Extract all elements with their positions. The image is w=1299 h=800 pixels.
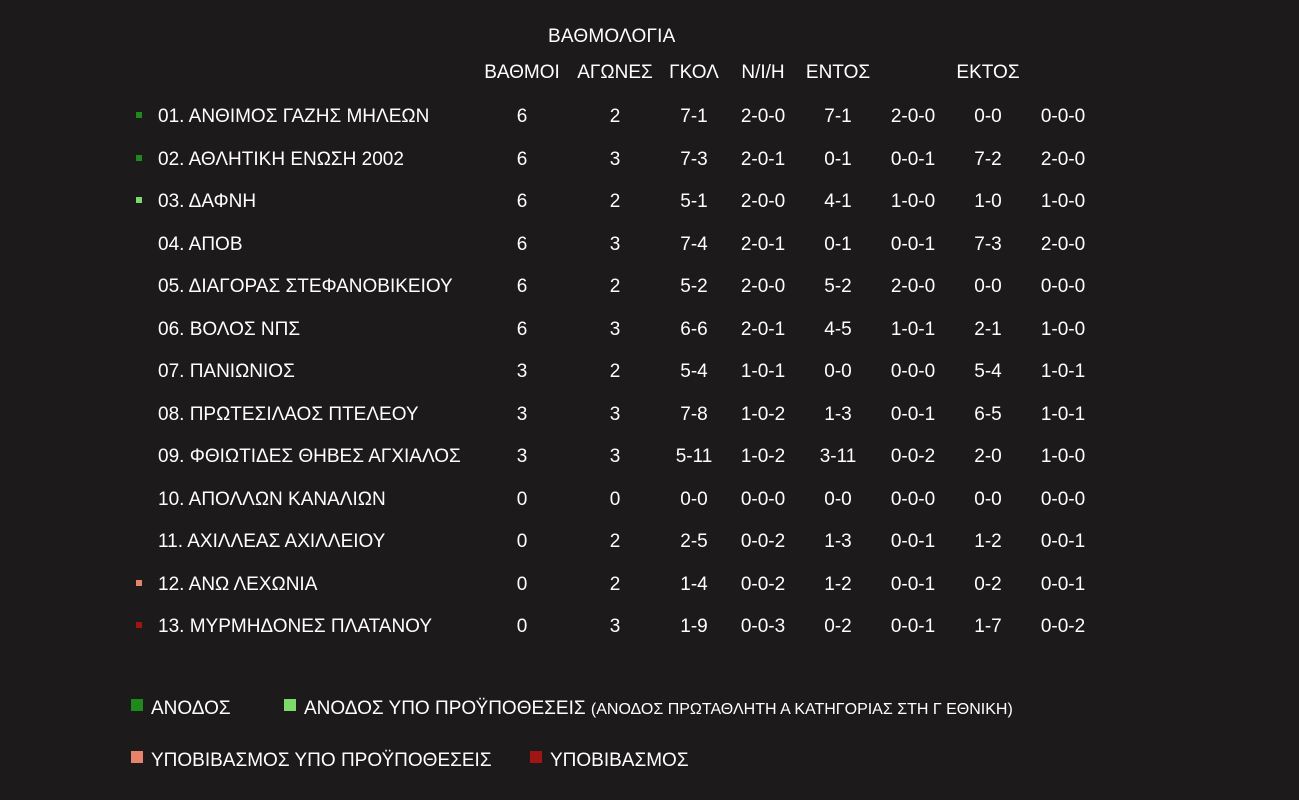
away-goals-cell: 0-0 <box>974 106 1002 127</box>
table-row <box>0 442 1299 472</box>
points-cell: 6 <box>516 148 528 170</box>
games-cell: 3 <box>609 446 621 467</box>
table-row <box>0 145 1299 175</box>
away-goals-cell: 1-2 <box>974 531 1002 552</box>
games-cell: 2 <box>609 573 621 595</box>
home-wdl-cell: 0-0-1 <box>890 148 936 170</box>
home-wdl-cell: 1-0-1 <box>890 318 936 340</box>
away-goals-cell: 2-0 <box>974 446 1002 467</box>
games-cell: 3 <box>609 318 621 340</box>
points-cell: 6 <box>516 191 528 212</box>
table-row <box>0 570 1299 600</box>
goals-cell: 7-4 <box>680 233 708 255</box>
away-goals-cell: 1-0 <box>974 191 1002 212</box>
points-cell: 6 <box>516 276 528 297</box>
status-marker <box>136 580 142 586</box>
legend-conditional-relegation-label: ΥΠΟΒΙΒΑΣΜΟΣ ΥΠΟ ΠΡΟΫΠΟΘΕΣΕΙΣ <box>151 750 492 771</box>
home-wdl-cell: 2-0-0 <box>890 276 936 297</box>
home-wdl-cell: 0-0-0 <box>890 361 936 382</box>
wdl-cell: 2-0-0 <box>740 276 786 297</box>
away-wdl-cell: 1-0-1 <box>1040 403 1086 425</box>
wdl-cell: 2-0-0 <box>740 191 786 212</box>
home-goals-cell: 0-1 <box>824 233 852 255</box>
away-wdl-cell: 0-0-0 <box>1040 276 1086 297</box>
header-points: ΒΑΘΜΟΙ <box>484 62 560 83</box>
legend-promotion-label: ΑΝΟΔΟΣ <box>151 698 231 719</box>
home-wdl-cell: 2-0-0 <box>890 106 936 127</box>
wdl-cell: 1-0-2 <box>740 446 786 467</box>
home-wdl-cell: 0-0-1 <box>890 233 936 255</box>
goals-cell: 2-5 <box>680 531 708 552</box>
header-away: ΕΚΤΟΣ <box>956 62 1020 83</box>
wdl-cell: 1-0-2 <box>740 403 786 425</box>
games-cell: 2 <box>609 276 621 297</box>
away-goals-cell: 7-3 <box>974 233 1002 255</box>
home-wdl-cell: 0-0-1 <box>890 573 936 595</box>
away-wdl-cell: 0-0-0 <box>1040 488 1086 510</box>
goals-cell: 5-11 <box>675 446 713 467</box>
away-goals-cell: 5-4 <box>974 361 1002 382</box>
home-goals-cell: 1-3 <box>824 403 852 425</box>
legend-conditional-promotion-swatch <box>284 699 296 711</box>
team-name: 04. ΑΠΟΒ <box>158 233 243 255</box>
home-wdl-cell: 0-0-0 <box>890 488 936 510</box>
team-name: 03. ΔΑΦΝΗ <box>158 191 257 212</box>
table-row <box>0 230 1299 260</box>
table-row <box>0 357 1299 387</box>
away-wdl-cell: 2-0-0 <box>1040 233 1086 255</box>
status-marker <box>136 155 142 161</box>
goals-cell: 5-1 <box>680 191 708 212</box>
table-row <box>0 102 1299 132</box>
team-name: 02. ΑΘΛΗΤΙΚΗ ΕΝΩΣΗ 2002 <box>158 148 404 170</box>
team-name: 12. ΑΝΩ ΛΕΧΩΝΙΑ <box>158 573 318 595</box>
home-goals-cell: 0-1 <box>824 148 852 170</box>
wdl-cell: 1-0-1 <box>740 361 786 382</box>
legend-relegation-label: ΥΠΟΒΙΒΑΣΜΟΣ <box>550 750 689 771</box>
away-wdl-cell: 0-0-2 <box>1040 616 1086 637</box>
home-goals-cell: 4-1 <box>824 191 852 212</box>
goals-cell: 5-2 <box>680 276 708 297</box>
header-home: ΕΝΤΟΣ <box>805 62 871 83</box>
away-wdl-cell: 1-0-0 <box>1040 446 1086 467</box>
home-goals-cell: 0-0 <box>824 488 852 510</box>
wdl-cell: 2-0-1 <box>740 318 786 340</box>
wdl-cell: 0-0-2 <box>740 531 786 552</box>
goals-cell: 7-1 <box>680 106 708 127</box>
points-cell: 0 <box>516 616 528 637</box>
goals-cell: 0-0 <box>680 488 708 510</box>
team-name: 08. ΠΡΩΤΕΣΙΛΑΟΣ ΠΤΕΛΕΟΥ <box>158 403 419 425</box>
team-name: 05. ΔΙΑΓΟΡΑΣ ΣΤΕΦΑΝΟΒΙΚΕΙΟΥ <box>158 276 453 297</box>
wdl-cell: 2-0-1 <box>740 233 786 255</box>
away-wdl-cell: 0-0-1 <box>1040 573 1086 595</box>
team-name: 09. ΦΘΙΩΤΙΔΕΣ ΘΗΒΕΣ ΑΓΧΙΑΛΟΣ <box>158 446 461 467</box>
goals-cell: 1-9 <box>680 616 708 637</box>
team-name: 10. ΑΠΟΛΛΩΝ ΚΑΝΑΛΙΩΝ <box>158 488 386 510</box>
team-name: 07. ΠΑΝΙΩΝΙΟΣ <box>158 361 295 382</box>
away-goals-cell: 0-0 <box>974 488 1002 510</box>
legend-conditional-promotion-item <box>304 698 1013 720</box>
games-cell: 2 <box>609 531 621 552</box>
table-row <box>0 612 1299 642</box>
points-cell: 3 <box>516 361 528 382</box>
goals-cell: 5-4 <box>680 361 708 382</box>
games-cell: 0 <box>609 488 621 510</box>
points-cell: 6 <box>516 318 528 340</box>
games-cell: 3 <box>609 403 621 425</box>
table-row <box>0 315 1299 345</box>
points-cell: 0 <box>516 488 528 510</box>
home-wdl-cell: 0-0-1 <box>890 403 936 425</box>
header-wdl: Ν/Ι/Η <box>741 62 785 83</box>
team-name: 06. ΒΟΛΟΣ ΝΠΣ <box>158 318 301 340</box>
points-cell: 0 <box>516 531 528 552</box>
home-goals-cell: 1-3 <box>824 531 852 552</box>
legend-conditional-promotion-note: (ΑΝΟΔΟΣ ΠΡΩΤΑΘΛΗΤΗ Α ΚΑΤΗΓΟΡΙΑΣ ΣΤΗ Γ ΕΘΝΙΚΗ) <box>590 701 1013 718</box>
games-cell: 3 <box>609 148 621 170</box>
status-marker <box>136 197 142 203</box>
away-goals-cell: 1-7 <box>974 616 1002 637</box>
away-goals-cell: 2-1 <box>974 318 1002 340</box>
points-cell: 6 <box>516 106 528 127</box>
goals-cell: 1-4 <box>680 573 708 595</box>
points-cell: 0 <box>516 573 528 595</box>
home-goals-cell: 7-1 <box>824 106 852 127</box>
home-goals-cell: 1-2 <box>824 573 852 595</box>
home-wdl-cell: 1-0-0 <box>890 191 936 212</box>
games-cell: 2 <box>609 106 621 127</box>
wdl-cell: 2-0-1 <box>740 148 786 170</box>
home-wdl-cell: 0-0-1 <box>890 531 936 552</box>
games-cell: 3 <box>609 616 621 637</box>
away-goals-cell: 6-5 <box>974 403 1002 425</box>
legend-relegation-swatch <box>530 751 542 763</box>
goals-cell: 7-8 <box>680 403 708 425</box>
points-cell: 3 <box>516 446 528 467</box>
home-wdl-cell: 0-0-2 <box>890 446 936 467</box>
points-cell: 6 <box>516 233 528 255</box>
wdl-cell: 0-0-2 <box>740 573 786 595</box>
away-wdl-cell: 1-0-0 <box>1040 191 1086 212</box>
legend-promotion-swatch <box>131 699 143 711</box>
table-row <box>0 527 1299 557</box>
away-goals-cell: 0-2 <box>974 573 1002 595</box>
wdl-cell: 2-0-0 <box>740 106 786 127</box>
wdl-cell: 0-0-0 <box>740 488 786 510</box>
home-goals-cell: 0-2 <box>824 616 852 637</box>
points-cell: 3 <box>516 403 528 425</box>
team-name: 13. ΜΥΡΜΗΔΟΝΕΣ ΠΛΑΤΑΝΟΥ <box>158 616 433 637</box>
games-cell: 3 <box>609 233 621 255</box>
team-name: 11. ΑΧΙΛΛΕΑΣ ΑΧΙΛΛΕΙΟΥ <box>158 531 386 552</box>
goals-cell: 6-6 <box>680 318 708 340</box>
table-row <box>0 485 1299 515</box>
home-goals-cell: 5-2 <box>824 276 852 297</box>
standings-title: ΒΑΘΜΟΛΟΓΙΑ <box>548 26 676 47</box>
home-goals-cell: 4-5 <box>824 318 852 340</box>
home-goals-cell: 0-0 <box>824 361 852 382</box>
goals-cell: 7-3 <box>680 148 708 170</box>
team-name: 01. ΑΝΘΙΜΟΣ ΓΑΖΗΣ ΜΗΛΕΩΝ <box>158 106 430 127</box>
legend-conditional-promotion-label: ΑΝΟΔΟΣ ΥΠΟ ΠΡΟΫΠΟΘΕΣΕΙΣ <box>304 698 586 719</box>
wdl-cell: 0-0-3 <box>740 616 786 637</box>
away-goals-cell: 0-0 <box>974 276 1002 297</box>
table-row <box>0 272 1299 302</box>
games-cell: 2 <box>609 361 621 382</box>
away-wdl-cell: 2-0-0 <box>1040 148 1086 170</box>
home-wdl-cell: 0-0-1 <box>890 616 936 637</box>
legend-conditional-relegation-swatch <box>131 751 143 763</box>
status-marker <box>136 622 142 628</box>
away-wdl-cell: 0-0-1 <box>1040 531 1086 552</box>
header-goals: ΓΚΟΛ <box>669 62 719 83</box>
table-row <box>0 400 1299 430</box>
home-goals-cell: 3-11 <box>819 446 857 467</box>
away-wdl-cell: 1-0-1 <box>1040 361 1086 382</box>
table-row <box>0 187 1299 217</box>
away-wdl-cell: 0-0-0 <box>1040 106 1086 127</box>
games-cell: 2 <box>609 191 621 212</box>
status-marker <box>136 112 142 118</box>
header-games: ΑΓΩΝΕΣ <box>577 62 653 83</box>
away-wdl-cell: 1-0-0 <box>1040 318 1086 340</box>
away-goals-cell: 7-2 <box>974 148 1002 170</box>
